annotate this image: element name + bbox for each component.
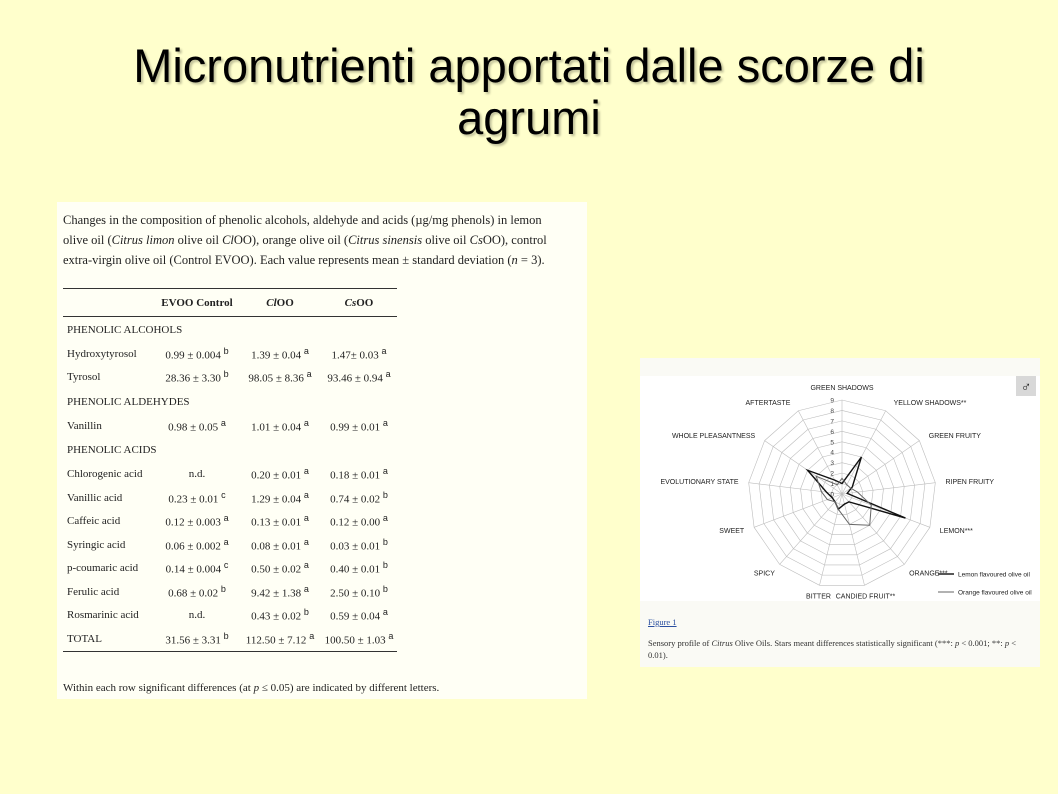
significance-letter: a xyxy=(303,536,309,547)
figure-link[interactable]: Figure 1 xyxy=(648,617,677,627)
category-label: ORANGE*** xyxy=(909,570,948,578)
section-label: PHENOLIC ACIDS xyxy=(67,444,157,456)
caption-italic: n xyxy=(511,253,518,267)
sensory-radar-chart xyxy=(640,358,1040,608)
value-cell: 0.74 ± 0.02 $^b$ xyxy=(330,489,388,506)
caption-text: olive oil ( xyxy=(63,233,112,247)
table-row xyxy=(63,463,397,487)
total-row xyxy=(63,627,397,651)
significance-letter: a xyxy=(223,536,229,547)
value-cell: 0.68 ± 0.02 $^b$ xyxy=(168,583,226,600)
significance-letter: b xyxy=(223,345,229,356)
significance-letter: a xyxy=(303,417,309,428)
category-label: YELLOW SHADOWS** xyxy=(893,400,967,408)
significance-letter: a xyxy=(382,417,388,428)
value-cell: 0.59 ± 0.04 $^a$ xyxy=(330,607,388,624)
header-csoo: CsOO xyxy=(344,296,374,309)
value-cell: 0.12 ± 0.003 $^a$ xyxy=(165,513,229,530)
category-label: GREEN SHADOWS xyxy=(810,384,874,392)
section-header-row xyxy=(63,389,397,414)
significance-letter: b xyxy=(223,369,229,380)
table-row xyxy=(63,580,397,604)
value-cell: 28.36 ± 3.30 $^b$ xyxy=(165,369,229,386)
compound-name: Ferulic acid xyxy=(67,585,120,598)
significance-letter: a xyxy=(220,417,226,428)
figure-caption: Sensory profile of Citrus Olive Oils. Stars meant differences statistically significant (***: p < 0.001; **: p < 0.01). xyxy=(648,638,1017,660)
caption-text: OO), orange olive oil ( xyxy=(233,233,349,247)
significance-letter: a xyxy=(309,630,315,641)
compound-name: TOTAL xyxy=(67,632,102,645)
value-cell: n.d. xyxy=(188,468,206,481)
significance-letter: c xyxy=(221,489,226,500)
table-caption xyxy=(63,210,587,270)
caption-italic: Cl xyxy=(222,233,234,247)
category-label: CANDIED FRUIT** xyxy=(835,593,896,601)
significance-letter: a xyxy=(303,560,309,571)
value-cell: 0.03 ± 0.01 $^b$ xyxy=(330,536,388,553)
significance-letter: a xyxy=(382,513,388,524)
significance-letter: a xyxy=(388,630,394,641)
scale-tick-label: 1 xyxy=(830,481,834,489)
significance-letter: a xyxy=(382,466,388,477)
gender-symbol-icon: ♂ xyxy=(1016,376,1036,396)
table-body xyxy=(63,317,397,652)
significance-letter: b xyxy=(382,536,388,547)
value-cell: 0.98 ± 0.05 $^a$ xyxy=(168,417,226,434)
category-label: SWEET xyxy=(719,527,745,535)
value-cell: 2.50 ± 0.10 $^b$ xyxy=(330,583,388,600)
significance-letter: a xyxy=(303,466,309,477)
category-label: BITTER xyxy=(806,593,831,601)
compound-name: Hydroxytyrosol xyxy=(67,347,137,360)
compound-name: Syringic acid xyxy=(67,538,126,551)
section-header-row xyxy=(63,317,397,343)
caption-italic: Cs xyxy=(469,233,483,247)
scale-tick-label: 0 xyxy=(830,491,834,499)
category-label: LEMON*** xyxy=(939,527,973,535)
slide-title-line1: Micronutrienti apportati dalle scorze di xyxy=(133,39,925,92)
category-label: SPICY xyxy=(753,570,775,578)
scale-tick-label: 7 xyxy=(830,418,834,426)
value-cell: 0.23 ± 0.01 $^c$ xyxy=(168,489,226,506)
significance-letter: b xyxy=(382,489,388,500)
section-label: PHENOLIC ALDEHYDES xyxy=(67,395,190,408)
table-header-row xyxy=(63,289,397,317)
value-cell: 1.39 ± 0.04 $^a$ xyxy=(251,345,309,362)
table-row xyxy=(63,533,397,557)
caption-text: olive oil xyxy=(174,233,223,247)
significance-letter: a xyxy=(385,369,391,380)
value-cell: 100.50 ± 1.03 $^a$ xyxy=(324,630,394,647)
compound-name: Rosmarinic acid xyxy=(67,609,139,622)
scale-tick-label: 2 xyxy=(830,470,834,478)
caption-italic: Citrus sinensis xyxy=(348,233,423,247)
value-cell: 1.01 ± 0.04 $^a$ xyxy=(251,417,309,434)
compound-name: p-coumaric acid xyxy=(67,562,139,575)
significance-letter: b xyxy=(223,630,229,641)
slide-title-line2: agrumi xyxy=(457,91,601,144)
significance-letter: a xyxy=(303,583,309,594)
scale-tick-label: 9 xyxy=(830,397,834,405)
table-row xyxy=(63,486,397,510)
figure-image-panel xyxy=(640,358,1040,667)
value-cell: 0.08 ± 0.01 $^a$ xyxy=(251,536,309,553)
significance-letter: b xyxy=(382,560,388,571)
category-label: AFTERTASTE xyxy=(745,400,791,408)
significance-letter: b xyxy=(220,583,226,594)
phenolics-table xyxy=(63,288,397,652)
caption-text: extra-virgin olive oil (Control EVOO). Each value represents mean ± standard deviation ( xyxy=(63,253,512,267)
significance-letter: a xyxy=(303,513,309,524)
significance-letter: a xyxy=(223,513,229,524)
value-cell: 0.43 ± 0.02 $^b$ xyxy=(251,607,309,624)
table-row xyxy=(63,366,397,390)
compound-name: Vanillin xyxy=(67,419,102,432)
value-cell: n.d. xyxy=(188,609,206,622)
section-label: PHENOLIC ALCOHOLS xyxy=(67,323,183,336)
caption-text: olive oil xyxy=(422,233,470,247)
value-cell: 0.50 ± 0.02 $^a$ xyxy=(251,560,309,577)
value-cell: 0.14 ± 0.004 $^c$ xyxy=(165,560,229,577)
significance-letter: b xyxy=(303,607,309,618)
value-cell: 0.06 ± 0.002 $^a$ xyxy=(165,536,229,553)
caption-line-1: Changes in the composition of phenolic alcohols, aldehyde and acids (µg/mg phenols) in lemon xyxy=(63,213,542,227)
table-row xyxy=(63,342,397,366)
value-cell: 0.99 ± 0.004 $^b$ xyxy=(165,345,229,362)
significance-letter: a xyxy=(303,489,309,500)
value-cell: 98.05 ± 8.36 $^a$ xyxy=(248,369,312,386)
value-cell: 0.40 ± 0.01 $^b$ xyxy=(330,560,388,577)
value-cell: 0.20 ± 0.01 $^a$ xyxy=(251,466,309,483)
table-image-panel xyxy=(57,202,587,699)
chart-background xyxy=(640,376,1040,601)
value-cell: 31.56 ± 3.31 $^b$ xyxy=(165,630,229,647)
scale-tick-label: 4 xyxy=(830,449,834,457)
section-header-row xyxy=(63,438,397,463)
scale-tick-label: 8 xyxy=(830,407,834,415)
value-cell: 0.99 ± 0.01 $^a$ xyxy=(330,417,388,434)
legend-label: Lemon flavoured olive oil xyxy=(958,571,1030,579)
caption-italic: Citrus limon xyxy=(111,233,175,247)
table-row xyxy=(63,557,397,581)
category-label: WHOLE PLEASANTNESS xyxy=(671,433,756,441)
compound-name: Caffeic acid xyxy=(67,515,121,528)
table-row xyxy=(63,414,397,438)
value-cell: 1.47± 0.03 $^a$ xyxy=(331,345,387,362)
value-cell: 1.29 ± 0.04 $^a$ xyxy=(251,489,309,506)
compound-name: Chlorogenic acid xyxy=(67,468,143,481)
table-row xyxy=(63,510,397,534)
compound-name: Tyrosol xyxy=(67,371,101,384)
significance-letter: b xyxy=(382,583,388,594)
scale-tick-label: 6 xyxy=(830,428,834,436)
significance-letter: a xyxy=(306,369,312,380)
header-evoo-control: EVOO Control xyxy=(161,296,233,309)
caption-text: = 3). xyxy=(517,253,545,267)
header-cloo: ClOO xyxy=(266,296,294,309)
value-cell: 9.42 ± 1.38 $^a$ xyxy=(251,583,309,600)
category-label: GREEN FRUITY xyxy=(928,433,981,441)
significance-letter: a xyxy=(303,345,309,356)
table-footnote: Within each row significant differences (at p ≤ 0.05) are indicated by different letters. xyxy=(63,682,440,694)
scale-tick-label: 5 xyxy=(830,439,834,447)
caption-text: OO), control xyxy=(482,233,547,247)
slide-title xyxy=(40,40,1018,144)
value-cell: 93.46 ± 0.94 $^a$ xyxy=(327,369,391,386)
scale-tick-label: 3 xyxy=(830,460,834,468)
value-cell: 0.13 ± 0.01 $^a$ xyxy=(251,513,309,530)
category-label: RIPEN FRUITY xyxy=(945,479,995,487)
value-cell: 112.50 ± 7.12 $^a$ xyxy=(245,630,315,647)
significance-letter: a xyxy=(381,345,387,356)
category-label: EVOLUTIONARY STATE xyxy=(660,479,739,487)
compound-name: Vanillic acid xyxy=(67,491,123,504)
header-compound xyxy=(63,289,155,317)
legend-label: Orange flavoured olive oil xyxy=(958,589,1032,597)
significance-letter: a xyxy=(382,607,388,618)
significance-letter: c xyxy=(223,560,229,571)
value-cell: 0.18 ± 0.01 $^a$ xyxy=(330,466,388,483)
table-row xyxy=(63,604,397,628)
value-cell: 0.12 ± 0.00 $^a$ xyxy=(330,513,388,530)
